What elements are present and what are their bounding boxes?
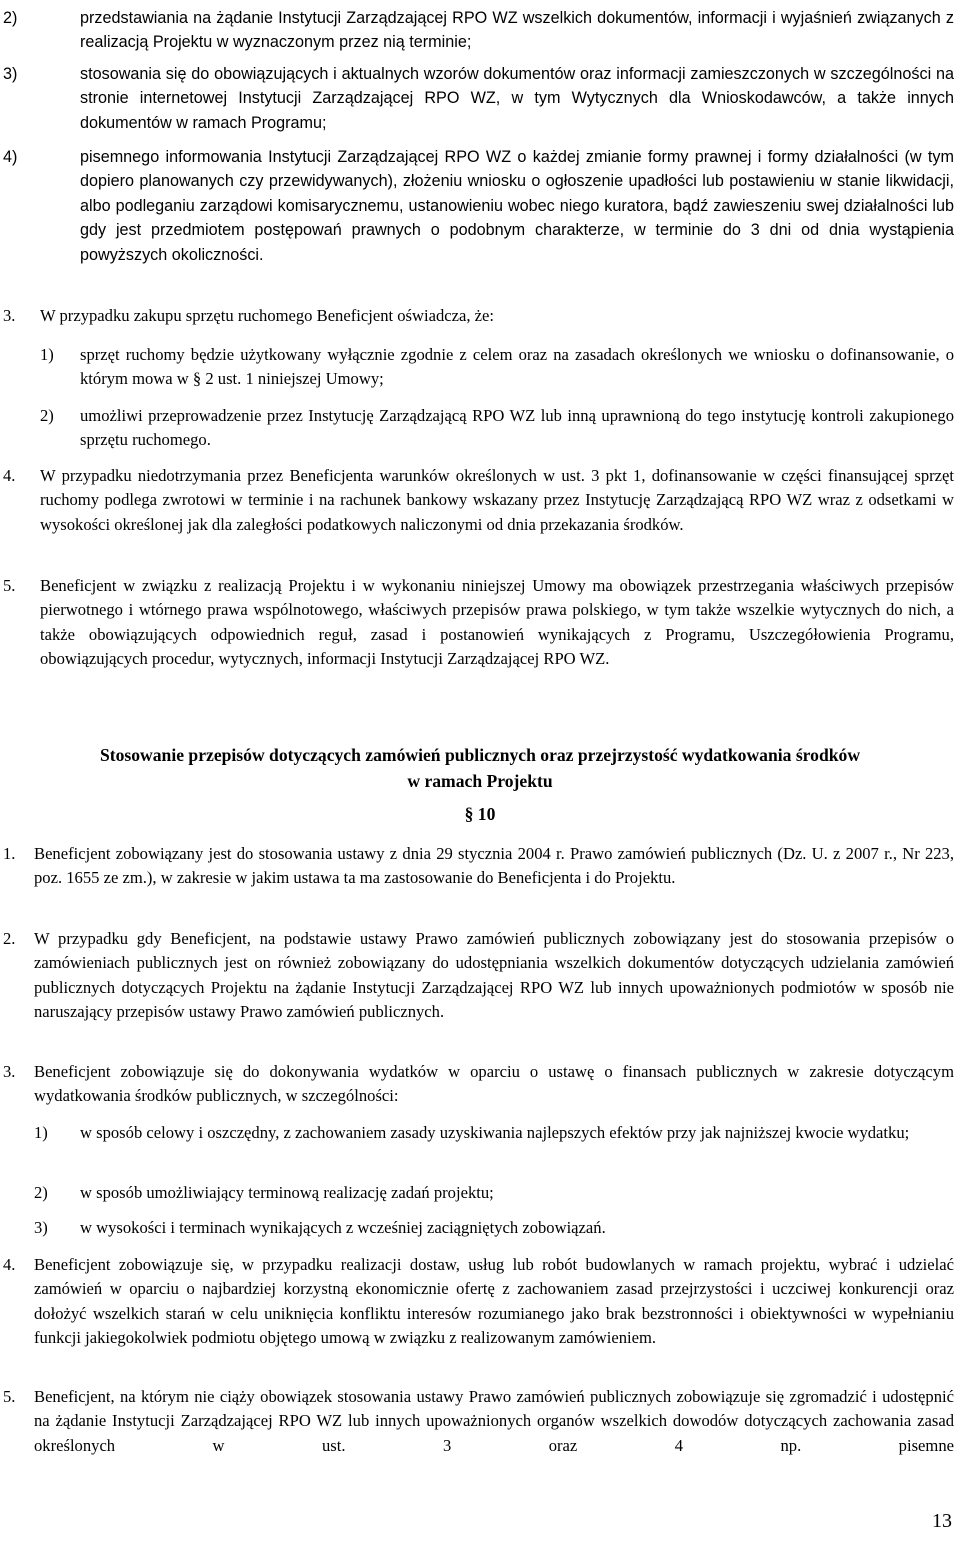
clause-text: Beneficjent zobowiązany jest do stosowania ustawy z dnia 29 stycznia 2004 r. Prawo zamówień publicznych (Dz. U. z 2007 r., Nr 223, poz. 1655 ze zm.), w zakresie w jakim ustawa ta ma zastosowanie do Beneficjenta i do Projektu. [34,844,954,888]
page-number: 13 [932,1510,952,1532]
paragraph-sign: § 10 [464,804,496,824]
list-item-text: stosowania się do obowiązujących i aktualnych wzorów dokumentów oraz informacji zamieszczonych w szczególności na stronie internetowej Instytucji Zarządzającej RPO WZ, w tym Wytycznych dla Wnioskodawców, a także innych dokumentów w ramach Programu; [80,65,954,132]
sub-item-number: 2) [34,1183,48,1202]
list-item-text: pisemnego informowania Instytucji Zarządzającej RPO WZ o każdej zmianie formy prawnej i formy działalności (w tym dopiero planowanych czy przewidywanych), złożeniu wniosku o ogłoszenie upadłości lub postawieniu w stanie likwidacji, albo podleganiu zarządowi komisarycznemu, ustanowieniu wobec niego kuratora, bądź zawieszeniu swej działalności lub gdy jest przedmiotem postępowań prawnych o podobnym charakterze, w terminie do 3 dni od dnia wystąpienia powyższych okoliczności. [80,148,954,264]
clause-text: W przypadku gdy Beneficjent, na podstawie ustawy Prawo zamówień publicznych zobowiązany jest do stosowania przepisów o zamówieniach publicznych jest on również zobowiązany do udostępniania wszelkich dokumentów dotyczących udzielania zamówień publicznych dotyczących Projektu na żądanie Instytucji Zarządzającej RPO WZ lub innych upoważnionych podmiotów w sposób nie naruszający przepisów ustawy Prawo zamówień publicznych. [34,929,954,1022]
list-number: 3) [3,65,18,83]
sub-item-text: w sposób celowy i oszczędny, z zachowaniem zasady uzyskiwania najlepszych efektów przy jak najniższej kwocie wydatku; [80,1123,910,1142]
section-number: 4. [3,466,16,485]
heading-line-2: w ramach Projektu [407,771,553,791]
sub-item-number: 3) [34,1218,48,1237]
section-text: W przypadku niedotrzymania przez Beneficjenta warunków określonych w ust. 3 pkt 1, dofinansowanie w części finansującej sprzęt ruchomy podlega zwrotowi w terminie i na rachunek bankowy wskazany przez Instytucję Zarządzającą RPO WZ wraz z odsetkami w wysokości określonej jak dla zaległości podatkowych naliczonymi od dnia przekazania środków. [40,466,954,534]
clause-number: 2. [3,929,16,948]
clause-number: 1. [3,844,16,863]
section-text: Beneficjent w związku z realizacją Projektu i w wykonaniu niniejszej Umowy ma obowiązek przestrzegania właściwych przepisów pierwotnego i wtórnego prawa wspólnotowego, właściwych przepisów prawa polskiego, w tym także wszelkie wytycznych do nich, a także obowiązujących odpowiednich reguł, zasad i postanowień wynikających z Programu, Uszczegółowienia Programu, obowiązujących procedur, wytycznych, informacji Instytucji Zarządzającej RPO WZ. [40,576,954,669]
sub-item-number: 1) [40,345,54,364]
clause-text: Beneficjent zobowiązuje się, w przypadku realizacji dostaw, usług lub robót budowlanych w ramach projektu, wybrać i udzielać zamówień w oparciu o najbardziej korzystną ekonomicznie ofertę z zachowaniem zasad przejrzystości i uczciwej konkurencji oraz dołożyć wszelkich starań w celu uniknięcia konfliktu interesów rozumianego jako brak bezstronności i obiektywności w wypełnianiu funkcji jakiegokolwiek podmiotu objętego umową w związku z realizowanym zamówieniem. [34,1255,954,1348]
section-number: 5. [3,576,16,595]
clause-text: Beneficjent zobowiązuje się do dokonywania wydatków w oparciu o ustawę o finansach publicznych w zakresie dotyczącym wydatkowania środków publicznych, w szczególności: [34,1062,954,1106]
clause-number: 4. [3,1255,16,1274]
section-number: 3. [3,306,16,325]
list-number: 2) [3,9,18,27]
section-heading [20,742,940,794]
list-number: 4) [3,148,18,166]
sub-item-number: 1) [34,1123,48,1142]
sub-item-text: w sposób umożliwiający terminową realizację zadań projektu; [80,1183,494,1202]
heading-line-1: Stosowanie przepisów dotyczących zamówień publicznych oraz przejrzystość wydatkowania środków [99,745,861,765]
clause-text: Beneficjent, na którym nie ciąży obowiązek stosowania ustawy Prawo zamówień publicznych zobowiązuje się zgromadzić i udostępnić na żądanie Instytucji Zarządzającej RPO WZ lub innych upoważnionych organów wszelkich dowodów dotyczących zachowania zasad określonych w ust. 3 oraz 4 np. pisemne [34,1387,954,1455]
clause-number: 3. [3,1062,16,1081]
sub-item-number: 2) [40,406,54,425]
list-item-text: przedstawiania na żądanie Instytucji Zarządzającej RPO WZ wszelkich dokumentów, informacji i wyjaśnień związanych z realizacją Projektu w wyznaczonym przez nią terminie; [80,9,954,52]
sub-item-text: w wysokości i terminach wynikających z wcześniej zaciągniętych zobowiązań. [80,1218,606,1237]
clause-number: 5. [3,1387,16,1406]
sub-item-text: sprzęt ruchomy będzie użytkowany wyłącznie zgodnie z celem oraz na zasadach określonych we wniosku o dofinansowanie, o którym mowa w § 2 ust. 1 niniejszej Umowy; [80,345,954,389]
sub-item-text: umożliwi przeprowadzenie przez Instytucję Zarządzającą RPO WZ lub inną uprawnioną do tego instytucję kontroli zakupionego sprzętu ruchomego. [80,406,954,450]
section-text: W przypadku zakupu sprzętu ruchomego Beneficjent oświadcza, że: [40,306,494,325]
